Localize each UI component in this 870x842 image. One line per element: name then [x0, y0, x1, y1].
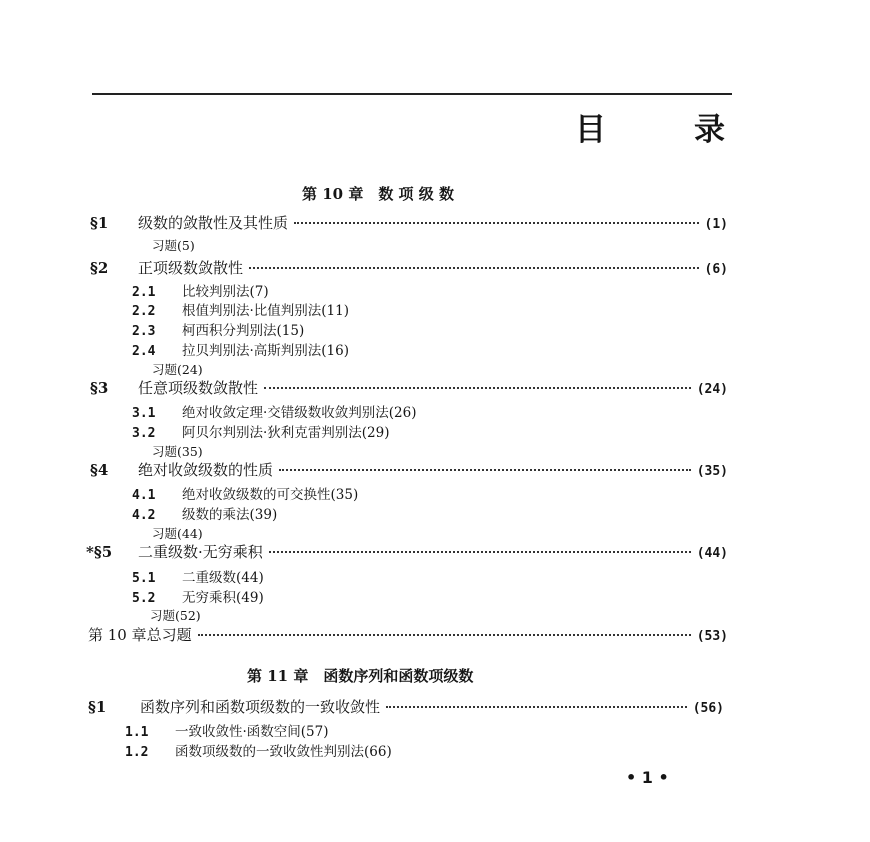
subsection-title: 比较判别法(7)	[182, 284, 269, 300]
page-ref: (35)	[696, 464, 728, 479]
toc-entry-10-4[interactable]	[90, 459, 728, 480]
subsection-title: 一致收敛性·函数空间(57)	[175, 724, 329, 740]
subsection-number: 2.1	[132, 285, 156, 300]
toc-entry-11-1[interactable]	[88, 696, 724, 717]
section-title: 第 10 章总习题	[88, 626, 192, 644]
subsection-title: 级数的乘法(39)	[182, 507, 278, 523]
subsection-title: 阿贝尔判别法·狄利克雷判别法(29)	[182, 425, 390, 441]
exercise-entry-10-5[interactable]: 习题(52)	[150, 608, 201, 623]
chapter-11-heading: 第 11 章 函数序列和函数项级数	[247, 667, 474, 685]
toc-entry-10-2[interactable]	[90, 257, 728, 278]
top-rule	[92, 93, 732, 95]
section-number: §3	[90, 379, 109, 397]
subsection-number: 4.1	[132, 488, 156, 503]
section-number: §2	[90, 259, 109, 277]
section-number: §4	[90, 461, 109, 479]
leader-dots	[279, 469, 691, 471]
subsection-number: 3.1	[132, 406, 156, 421]
subsection-2-3[interactable]	[132, 319, 304, 339]
leader-dots	[294, 222, 699, 224]
subsection-title: 无穷乘积(49)	[182, 590, 264, 606]
subsection-11-1-2[interactable]	[125, 740, 392, 760]
subsection-4-2[interactable]	[132, 503, 277, 523]
page-ref: (24)	[696, 382, 728, 397]
page-ref: (44)	[696, 546, 728, 561]
subsection-11-1-1[interactable]	[125, 720, 329, 740]
toc-entry-10-1[interactable]	[90, 212, 728, 233]
exercise-entry-10-2[interactable]: 习题(24)	[152, 362, 203, 377]
section-title: 级数的敛散性及其性质	[138, 214, 289, 232]
section-title: 正项级数敛散性	[138, 259, 244, 277]
subsection-title: 绝对收敛定理·交错级数收敛判别法(26)	[182, 405, 417, 421]
subsection-number: 1.1	[125, 725, 149, 740]
section-title: 绝对收敛级数的性质	[138, 461, 274, 479]
subsection-title: 根值判别法·比值判别法(11)	[182, 303, 350, 319]
page-ref: (53)	[696, 629, 728, 644]
page-ref: (56)	[692, 701, 724, 716]
exercise-entry-10-4[interactable]: 习题(44)	[152, 526, 203, 541]
page-ref: (6)	[704, 262, 728, 277]
subsection-number: 2.4	[132, 344, 156, 359]
section-number: §1	[90, 214, 109, 232]
toc-title-char-2: 录	[694, 112, 725, 148]
subsection-title: 二重级数(44)	[182, 570, 264, 586]
subsection-2-1[interactable]	[132, 280, 269, 300]
subsection-5-1[interactable]	[132, 566, 264, 586]
toc-title-char-1: 目	[575, 112, 606, 148]
chapter-10-heading: 第 10 章 数 项 级 数	[302, 185, 454, 203]
subsection-title: 绝对收敛级数的可交换性(35)	[182, 487, 359, 503]
subsection-3-2[interactable]	[132, 421, 390, 441]
leader-dots	[198, 634, 691, 636]
subsection-number: 4.2	[132, 508, 156, 523]
page-ref: (1)	[704, 217, 728, 232]
subsection-3-1[interactable]	[132, 401, 417, 421]
toc-entry-10-review[interactable]	[88, 624, 728, 645]
toc-entry-10-3[interactable]	[90, 377, 728, 398]
section-title: 任意项级数敛散性	[138, 379, 259, 397]
section-title: 函数序列和函数项级数的一致收敛性	[140, 698, 381, 716]
subsection-title: 函数项级数的一致收敛性判别法(66)	[175, 744, 392, 760]
section-title: 二重级数·无穷乘积	[138, 543, 263, 561]
subsection-4-1[interactable]	[132, 483, 358, 503]
exercise-entry-10-3[interactable]: 习题(35)	[152, 444, 203, 459]
subsection-number: 2.3	[132, 324, 156, 339]
subsection-number: 3.2	[132, 426, 156, 441]
leader-dots	[269, 551, 691, 553]
subsection-2-4[interactable]	[132, 339, 349, 359]
subsection-title: 柯西积分判别法(15)	[182, 323, 305, 339]
leader-dots	[386, 706, 687, 708]
toc-entry-10-5[interactable]	[86, 541, 728, 562]
section-number: §1	[88, 698, 107, 716]
subsection-2-2[interactable]	[132, 299, 349, 319]
exercise-entry-10-1[interactable]: 习题(5)	[152, 238, 195, 253]
subsection-number: 2.2	[132, 304, 156, 319]
subsection-5-2[interactable]	[132, 586, 264, 606]
leader-dots	[264, 387, 691, 389]
page-number: • 1 •	[626, 768, 669, 787]
section-number: *§5	[86, 543, 113, 561]
subsection-title: 拉贝判别法·高斯判别法(16)	[182, 343, 350, 359]
subsection-number: 1.2	[125, 745, 149, 760]
leader-dots	[249, 267, 699, 269]
subsection-number: 5.1	[132, 571, 156, 586]
subsection-number: 5.2	[132, 591, 156, 606]
